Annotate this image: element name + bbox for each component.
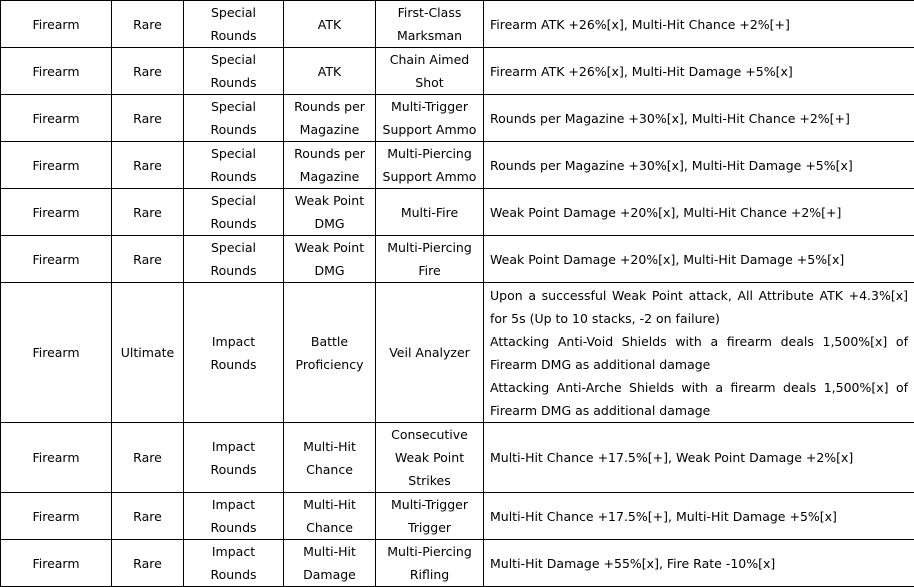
stat-line: Multi-Hit	[288, 540, 371, 563]
stat-line: Magazine	[288, 165, 371, 188]
table-row	[1, 283, 914, 423]
effect-cell	[484, 48, 914, 95]
type-line: Rounds	[188, 458, 279, 481]
type-line: Special	[188, 236, 279, 259]
type-line: Rounds	[188, 516, 279, 539]
effect-cell	[484, 1, 914, 48]
stat-cell	[284, 283, 376, 423]
stat-line: Weak Point	[288, 236, 371, 259]
effect-line: Attacking Anti-Void Shields with a firearm deals 1,500%[x] of Firearm DMG as additional damage	[490, 330, 908, 376]
category-cell: Firearm	[1, 493, 112, 540]
name-line: First-Class	[380, 1, 479, 24]
stat-line: Rounds per	[288, 95, 371, 118]
module-name-cell	[376, 283, 484, 423]
stat-line: Rounds per	[288, 142, 371, 165]
name-line: Support Ammo	[380, 118, 479, 141]
stat-cell	[284, 48, 376, 95]
table-row	[1, 189, 914, 236]
type-line: Impact	[188, 493, 279, 516]
stat-line: Chance	[288, 516, 371, 539]
effect-cell	[484, 540, 914, 587]
type-cell	[184, 189, 284, 236]
effect-line: Multi-Hit Damage +55%[x], Fire Rate -10%[x]	[490, 552, 908, 575]
stat-cell	[284, 236, 376, 283]
name-line: Trigger	[380, 516, 479, 539]
type-cell	[184, 493, 284, 540]
type-line: Special	[188, 142, 279, 165]
category-cell: Firearm	[1, 283, 112, 423]
rarity-cell: Rare	[112, 1, 184, 48]
effect-cell	[484, 423, 914, 493]
name-line: Multi-Piercing	[380, 236, 479, 259]
table-row	[1, 95, 914, 142]
table-row	[1, 540, 914, 587]
effect-line: Attacking Anti-Arche Shields with a firearm deals 1,500%[x] of Firearm DMG as additional damage	[490, 376, 908, 422]
module-name-cell	[376, 48, 484, 95]
rarity-cell: Rare	[112, 540, 184, 587]
effect-line: Firearm ATK +26%[x], Multi-Hit Chance +2%[+]	[490, 13, 908, 36]
name-line: Multi-Fire	[380, 201, 479, 224]
category-cell: Firearm	[1, 142, 112, 189]
rarity-cell: Ultimate	[112, 283, 184, 423]
effect-line: Weak Point Damage +20%[x], Multi-Hit Damage +5%[x]	[490, 248, 908, 271]
rarity-cell: Rare	[112, 493, 184, 540]
category-cell: Firearm	[1, 540, 112, 587]
module-name-cell	[376, 493, 484, 540]
category-cell: Firearm	[1, 189, 112, 236]
type-line: Impact	[188, 330, 279, 353]
stat-line: Chance	[288, 458, 371, 481]
rarity-cell: Rare	[112, 236, 184, 283]
rarity-cell: Rare	[112, 48, 184, 95]
type-line: Rounds	[188, 71, 279, 94]
type-cell	[184, 540, 284, 587]
effect-line: Rounds per Magazine +30%[x], Multi-Hit Chance +2%[+]	[490, 107, 908, 130]
stat-line: DMG	[288, 259, 371, 282]
type-cell	[184, 236, 284, 283]
type-line: Rounds	[188, 563, 279, 586]
effect-cell	[484, 236, 914, 283]
stat-line: Battle	[288, 330, 371, 353]
type-cell	[184, 283, 284, 423]
stat-line: Multi-Hit	[288, 435, 371, 458]
type-line: Impact	[188, 540, 279, 563]
module-name-cell	[376, 95, 484, 142]
name-line: Strikes	[380, 469, 479, 492]
module-name-cell	[376, 236, 484, 283]
module-name-cell	[376, 142, 484, 189]
stat-cell	[284, 95, 376, 142]
rarity-cell: Rare	[112, 189, 184, 236]
type-line: Special	[188, 189, 279, 212]
name-line: Consecutive	[380, 423, 479, 446]
module-name-cell	[376, 540, 484, 587]
module-name-cell	[376, 1, 484, 48]
category-cell: Firearm	[1, 1, 112, 48]
effect-cell	[484, 95, 914, 142]
effect-line: Firearm ATK +26%[x], Multi-Hit Damage +5%[x]	[490, 60, 908, 83]
category-cell: Firearm	[1, 423, 112, 493]
type-line: Rounds	[188, 259, 279, 282]
name-line: Multi-Trigger	[380, 95, 479, 118]
table-row	[1, 423, 914, 493]
name-line: Multi-Trigger	[380, 493, 479, 516]
name-line: Multi-Piercing	[380, 540, 479, 563]
type-cell	[184, 423, 284, 493]
type-line: Rounds	[188, 165, 279, 188]
type-line: Rounds	[188, 118, 279, 141]
table-row	[1, 493, 914, 540]
stat-cell	[284, 540, 376, 587]
category-cell: Firearm	[1, 48, 112, 95]
stat-line: Weak Point	[288, 189, 371, 212]
type-line: Special	[188, 48, 279, 71]
type-line: Impact	[188, 435, 279, 458]
name-line: Marksman	[380, 24, 479, 47]
stat-line: Damage	[288, 563, 371, 586]
type-cell	[184, 1, 284, 48]
stat-line: ATK	[288, 13, 371, 36]
effect-cell	[484, 142, 914, 189]
name-line: Fire	[380, 259, 479, 282]
category-cell: Firearm	[1, 236, 112, 283]
stat-cell	[284, 142, 376, 189]
stat-line: DMG	[288, 212, 371, 235]
stat-line: Multi-Hit	[288, 493, 371, 516]
module-name-cell	[376, 423, 484, 493]
type-cell	[184, 48, 284, 95]
effect-line: Upon a successful Weak Point attack, All Attribute ATK +4.3%[x] for 5s (Up to 10 stacks, -2 on failure)	[490, 284, 908, 330]
stat-cell	[284, 189, 376, 236]
effect-cell	[484, 283, 914, 423]
name-line: Multi-Piercing	[380, 142, 479, 165]
stat-cell	[284, 1, 376, 48]
effect-cell	[484, 189, 914, 236]
module-name-cell	[376, 189, 484, 236]
rarity-cell: Rare	[112, 142, 184, 189]
stat-cell	[284, 493, 376, 540]
effect-line: Multi-Hit Chance +17.5%[+], Multi-Hit Damage +5%[x]	[490, 505, 908, 528]
table-row	[1, 1, 914, 48]
effect-line: Weak Point Damage +20%[x], Multi-Hit Chance +2%[+]	[490, 201, 908, 224]
stat-line: Magazine	[288, 118, 371, 141]
rarity-cell: Rare	[112, 95, 184, 142]
effect-line: Rounds per Magazine +30%[x], Multi-Hit Damage +5%[x]	[490, 154, 908, 177]
type-cell	[184, 142, 284, 189]
rarity-cell: Rare	[112, 423, 184, 493]
type-line: Rounds	[188, 212, 279, 235]
effect-cell	[484, 493, 914, 540]
table-row	[1, 236, 914, 283]
stat-cell	[284, 423, 376, 493]
type-line: Rounds	[188, 24, 279, 47]
type-line: Special	[188, 1, 279, 24]
name-line: Chain Aimed	[380, 48, 479, 71]
effect-line: Multi-Hit Chance +17.5%[+], Weak Point Damage +2%[x]	[490, 446, 908, 469]
type-line: Special	[188, 95, 279, 118]
name-line: Weak Point	[380, 446, 479, 469]
type-line: Rounds	[188, 353, 279, 376]
name-line: Rifling	[380, 563, 479, 586]
table-row	[1, 48, 914, 95]
type-cell	[184, 95, 284, 142]
name-line: Support Ammo	[380, 165, 479, 188]
category-cell: Firearm	[1, 95, 112, 142]
stat-line: ATK	[288, 60, 371, 83]
name-line: Shot	[380, 71, 479, 94]
stat-line: Proficiency	[288, 353, 371, 376]
name-line: Veil Analyzer	[380, 341, 479, 364]
table-row	[1, 142, 914, 189]
